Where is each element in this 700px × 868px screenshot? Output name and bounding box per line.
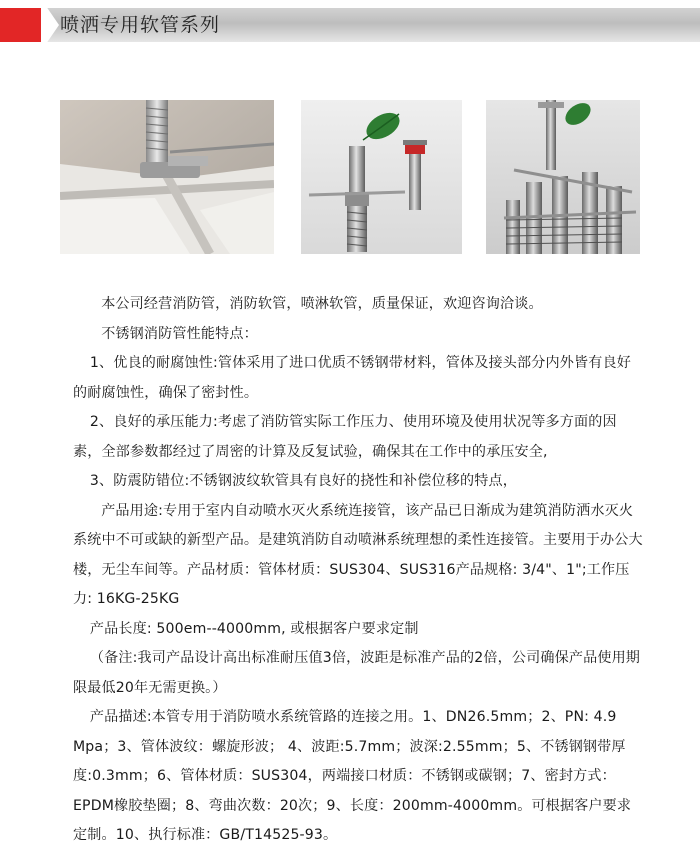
ceiling-sprinkler-hose-photo [60,100,274,254]
sprinkler-hose-with-leaf-photo [301,100,462,254]
feature-antivibration: 3、防震防错位:不锈钢波纹软管具有良好的挠性和补偿位移的特点， [89,473,517,489]
bundled-sprinkler-hoses-photo [486,100,640,254]
intro-paragraph: 本公司经营消防管，消防软管，喷淋软管，质量保证，欢迎咨询洽谈。 [101,296,543,312]
section-title: 喷洒专用软管系列 [60,14,221,36]
product-length: 产品长度: 500em--4000mm, 或根据客户要求定制 [89,620,419,637]
body-text [73,290,643,851]
features-heading: 不锈钢消防管性能特点： [101,325,258,342]
product-description: 产品描述:本管专用于消防喷水系统管路的连接之用。1、DN26.5mm；2、PN: 4.9 Mpa；3、管体波纹：螺旋形波； 4、波距:5.7mm；波深:2.55mm；5、不锈钢钢带厚度:0.3mm；6、管体材质：SUS304，两端接口材质：不锈钢或碳钢；7、密封方式：EPDM橡胶垫圈；8、弯曲次数：20次；9、长度：200mm-4000mm。可根据客户要求定制。10、执行标准：GB/T14525-93。 [73,709,632,843]
section-header [0,8,700,42]
feature-pressure: 2、良好的承压能力:考虑了消防管实际工作压力、使用环境及使用状况等多方面的因素，全部参数都经过了周密的计算及反复试验，确保其在工作中的承压安全, [73,414,617,460]
feature-corrosion: 1、优良的耐腐蚀性:管体采用了进口优质不锈钢带材料，管体及接头部分内外皆有良好的耐腐蚀性，确保了密封性。 [73,355,631,401]
product-usage: 产品用途:专用于室内自动喷水灭火系统连接管，该产品已日渐成为建筑消防洒水灭火系统中不可或缺的新型产品。是建筑消防自动喷淋系统理想的柔性连接管。主要用于办公大楼，无尘车间等。产品材质：管体材质：SUS304、SUS316产品规格: 3/4"、1";工作压力: 16KG-25KG [73,502,643,607]
product-note: （备注:我司产品设计高出标准耐压值3倍，波距是标准产品的2倍，公司确保产品使用期限最低20年无需更换。） [73,650,641,696]
